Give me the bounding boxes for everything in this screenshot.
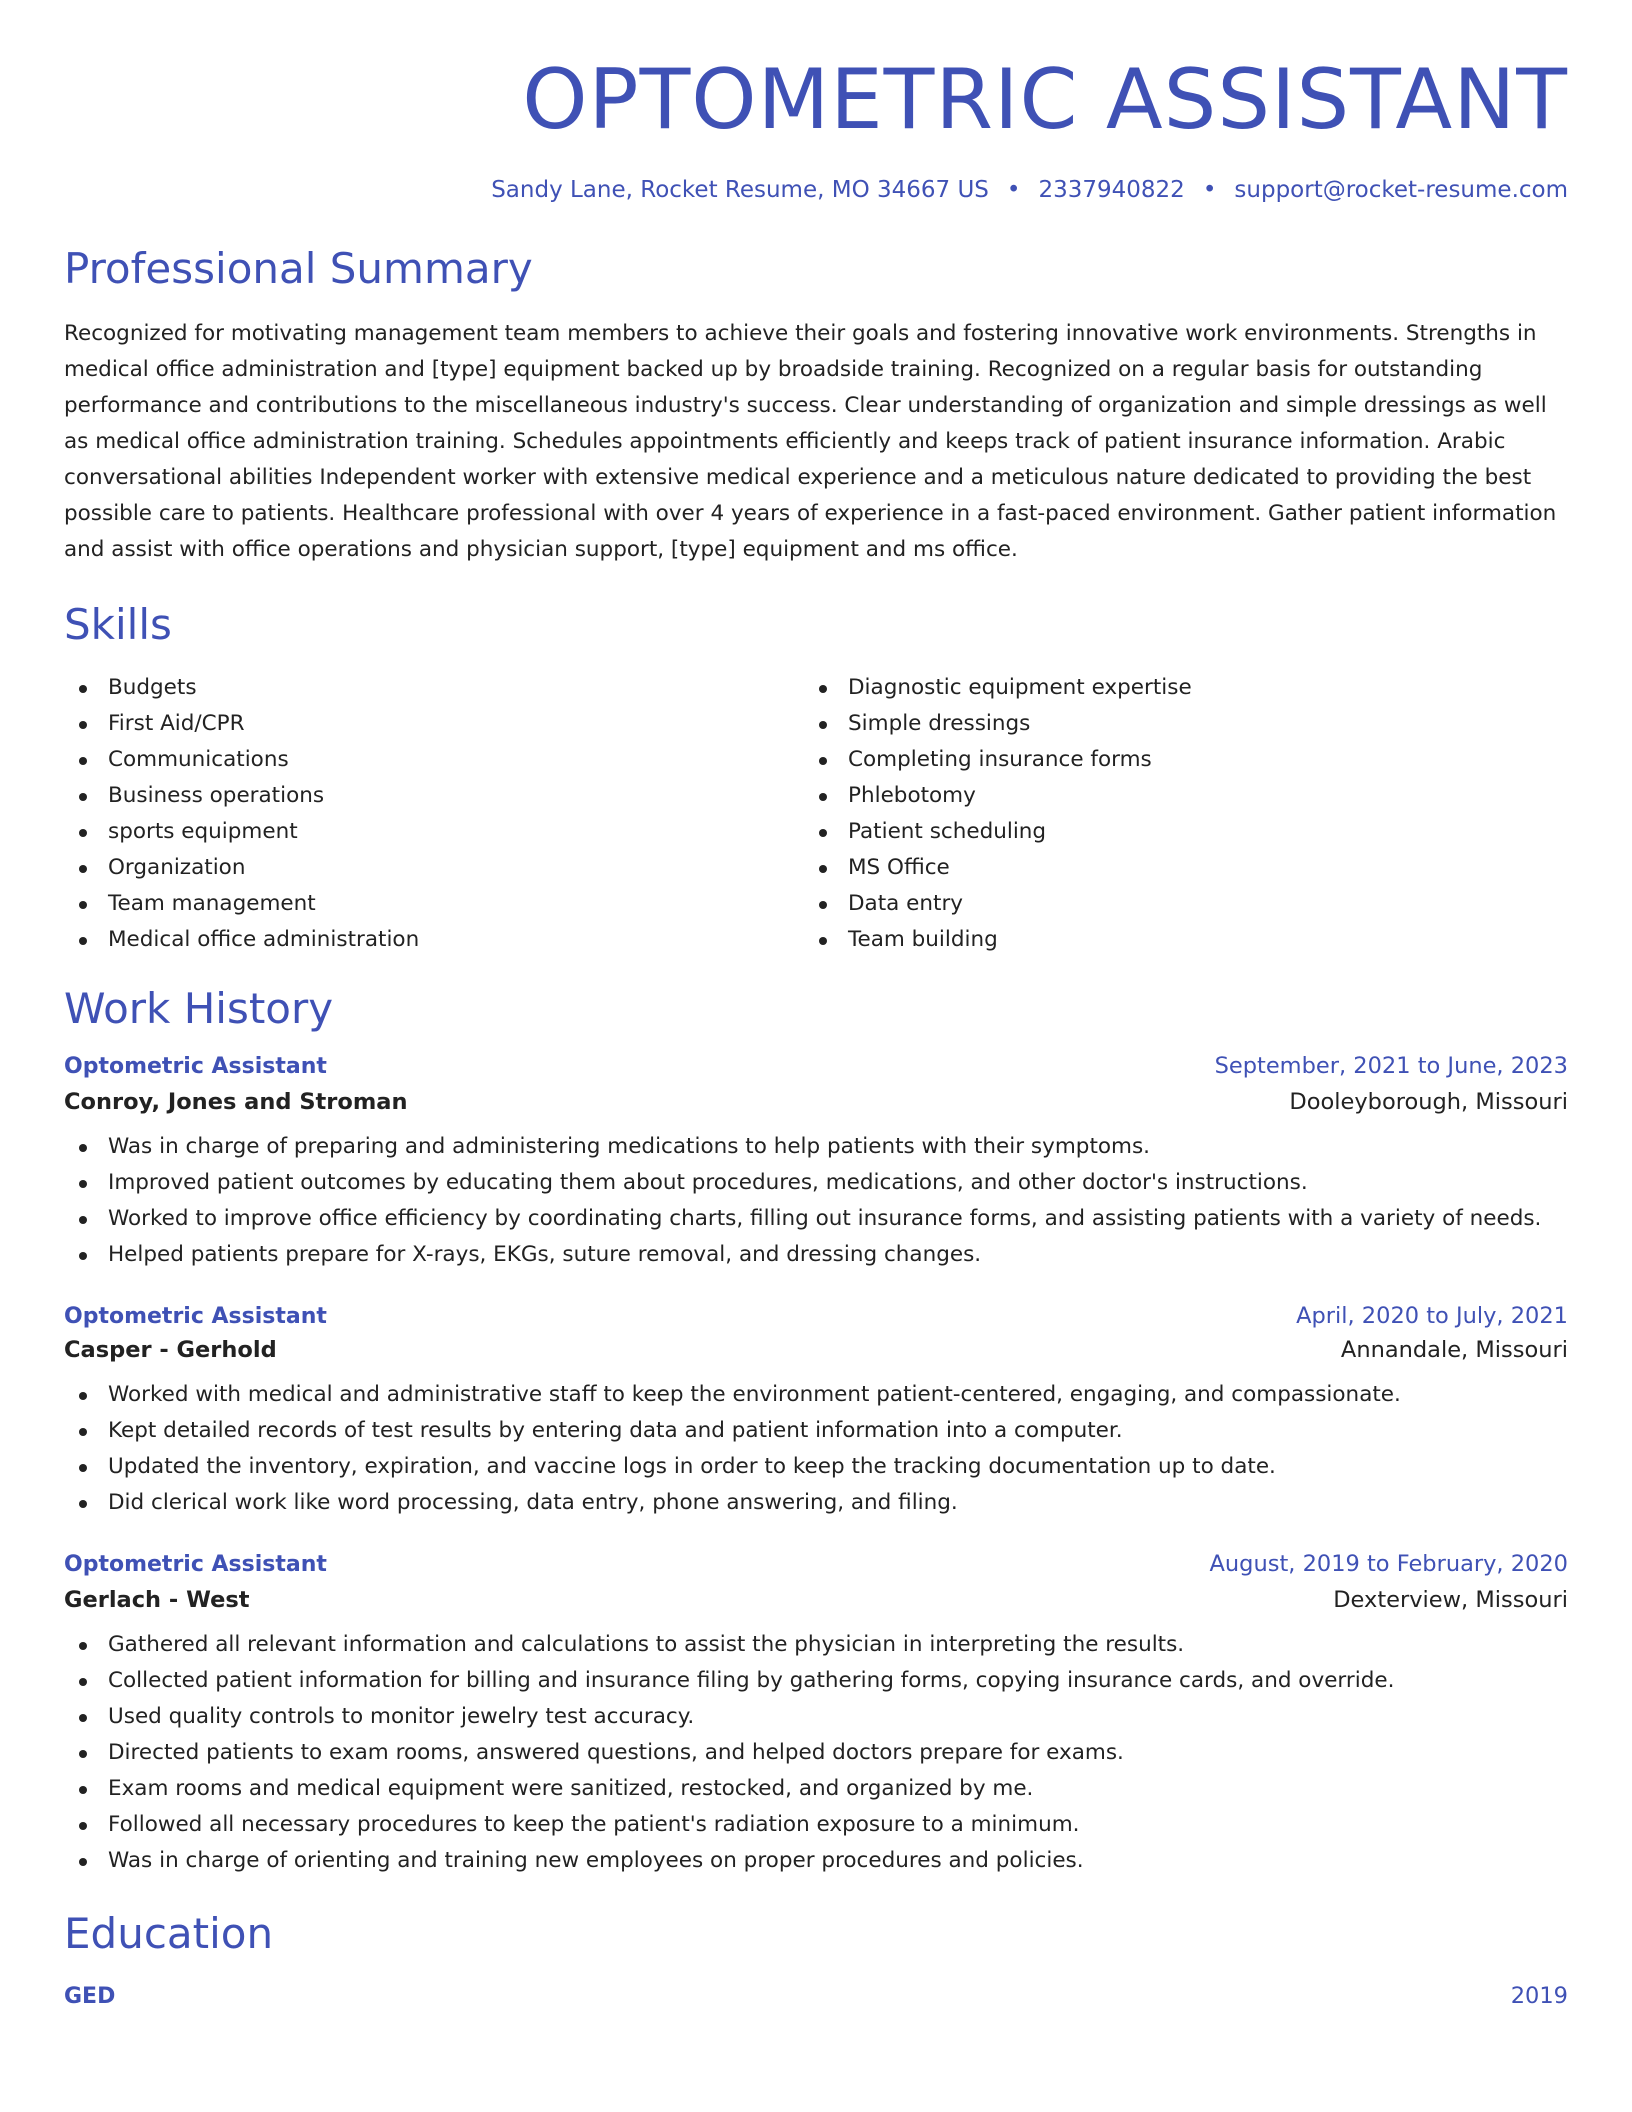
job-bullet: Followed all necessary procedures to keep the patient's radiation exposure to a minimum. xyxy=(64,1807,1568,1843)
job-company: Conroy, Jones and Stroman xyxy=(64,1088,408,1115)
job-dates: August, 2019 to February, 2020 xyxy=(1209,1550,1568,1577)
skill-item: Team building xyxy=(804,922,1504,958)
job-bullet: Was in charge of orienting and training new employees on proper procedures and policies. xyxy=(64,1843,1568,1879)
job-bullet: Updated the inventory, expiration, and vaccine logs in order to keep the tracking documentation up to date. xyxy=(64,1449,1568,1485)
skill-item: First Aid/CPR xyxy=(64,706,804,742)
job-bullet: Collected patient information for billing and insurance filing by gathering forms, copying insurance cards, and override. xyxy=(64,1663,1568,1699)
education-year: 2019 xyxy=(1510,1983,1568,2010)
contact-line xyxy=(64,177,1568,205)
job-bullets xyxy=(64,1129,1568,1273)
skill-item: Patient scheduling xyxy=(804,814,1504,850)
job-entry xyxy=(64,1303,1568,1521)
skills-column-left xyxy=(64,670,804,958)
section-title-work-history: Work History xyxy=(64,984,334,1034)
contact-separator: • xyxy=(1006,177,1021,203)
job-bullet: Worked to improve office efficiency by coordinating charts, filling out insurance forms, and assisting patients with a variety of needs. xyxy=(64,1201,1568,1237)
job-bullet: Worked with medical and administrative staff to keep the environment patient-centered, engaging, and compassionate. xyxy=(64,1377,1568,1413)
job-bullet: Was in charge of preparing and administering medications to help patients with their symptoms. xyxy=(64,1129,1568,1165)
skill-item: Data entry xyxy=(804,886,1504,922)
job-bullet: Kept detailed records of test results by entering data and patient information into a computer. xyxy=(64,1413,1568,1449)
contact-separator: • xyxy=(1202,177,1217,203)
job-bullets xyxy=(64,1627,1568,1879)
skill-item: Business operations xyxy=(64,778,804,814)
contact-address: Sandy Lane, Rocket Resume, MO 34667 US xyxy=(491,177,989,203)
resume-header xyxy=(64,0,1568,205)
job-location: Annandale, Missouri xyxy=(1340,1336,1568,1363)
contact-email: support@rocket-resume.com xyxy=(1234,177,1568,203)
job-title: Optometric Assistant xyxy=(64,1303,327,1329)
education-degree: GED xyxy=(64,1984,116,2010)
skills-column-right xyxy=(804,670,1504,958)
skills-list xyxy=(64,670,1568,958)
job-entry xyxy=(64,1551,1568,1879)
section-title-skills: Skills xyxy=(64,599,172,649)
job-bullet: Used quality controls to monitor jewelry test accuracy. xyxy=(64,1699,1568,1735)
job-bullet: Directed patients to exam rooms, answered questions, and helped doctors prepare for exams. xyxy=(64,1735,1568,1771)
job-company: Gerlach - West xyxy=(64,1586,250,1613)
job-title: Optometric Assistant xyxy=(64,1053,327,1079)
job-bullets xyxy=(64,1377,1568,1521)
section-title-education: Education xyxy=(64,1908,274,1958)
job-bullet: Helped patients prepare for X-rays, EKGs, suture removal, and dressing changes. xyxy=(64,1237,1568,1273)
job-title: Optometric Assistant xyxy=(64,1551,327,1577)
skill-item: Completing insurance forms xyxy=(804,742,1504,778)
job-company: Casper - Gerhold xyxy=(64,1336,277,1363)
skill-item: Medical office administration xyxy=(64,922,804,958)
contact-phone: 2337940822 xyxy=(1038,177,1185,203)
job-bullet: Improved patient outcomes by educating them about procedures, medications, and other doctor's instructions. xyxy=(64,1165,1568,1201)
job-location: Dooleyborough, Missouri xyxy=(1289,1088,1568,1115)
job-dates: April, 2020 to July, 2021 xyxy=(1296,1302,1568,1329)
skill-item: Diagnostic equipment expertise xyxy=(804,670,1504,706)
job-bullet: Exam rooms and medical equipment were sanitized, restocked, and organized by me. xyxy=(64,1771,1568,1807)
skill-item: Communications xyxy=(64,742,804,778)
education-entry xyxy=(64,1983,1568,2009)
job-dates: September, 2021 to June, 2023 xyxy=(1214,1052,1568,1079)
job-company-row xyxy=(64,1089,1568,1115)
skill-item: Phlebotomy xyxy=(804,778,1504,814)
skill-item: Team management xyxy=(64,886,804,922)
skill-item: Simple dressings xyxy=(804,706,1504,742)
skill-item: MS Office xyxy=(804,850,1504,886)
skill-item: Organization xyxy=(64,850,804,886)
summary-text: Recognized for motivating management team members to achieve their goals and fostering innovative work environments. Strengths in medical office administration and [type] equipment backed up by broadside training. Recognized on a regular basis for outstanding performance and contributions to the miscellaneous industry's success. Clear understanding of organization and simple dressings as well as medical office administration training. Schedules appointments efficiently and keeps track of patient insurance information. Arabic conversational abilities Independent worker with extensive medical experience and a meticulous nature dedicated to providing the best possible care to patients. Healthcare professional with over 4 years of experience in a fast-paced environment. Gather patient information and assist with office operations and physician support, [type] equipment and ms office. xyxy=(64,320,1557,562)
job-heading-row xyxy=(64,1303,1568,1329)
section-title-summary: Professional Summary xyxy=(64,243,533,293)
job-bullet: Did clerical work like word processing, data entry, phone answering, and filing. xyxy=(64,1485,1568,1521)
job-heading-row xyxy=(64,1551,1568,1577)
skill-item: Budgets xyxy=(64,670,804,706)
job-bullet: Gathered all relevant information and calculations to assist the physician in interpreting the results. xyxy=(64,1627,1568,1663)
job-location: Dexterview, Missouri xyxy=(1333,1586,1568,1613)
job-company-row xyxy=(64,1337,1568,1363)
skill-item: sports equipment xyxy=(64,814,804,850)
job-company-row xyxy=(64,1587,1568,1613)
job-entry xyxy=(64,1053,1568,1273)
candidate-title: OPTOMETRIC ASSISTANT xyxy=(522,51,1568,148)
job-heading-row xyxy=(64,1053,1568,1079)
